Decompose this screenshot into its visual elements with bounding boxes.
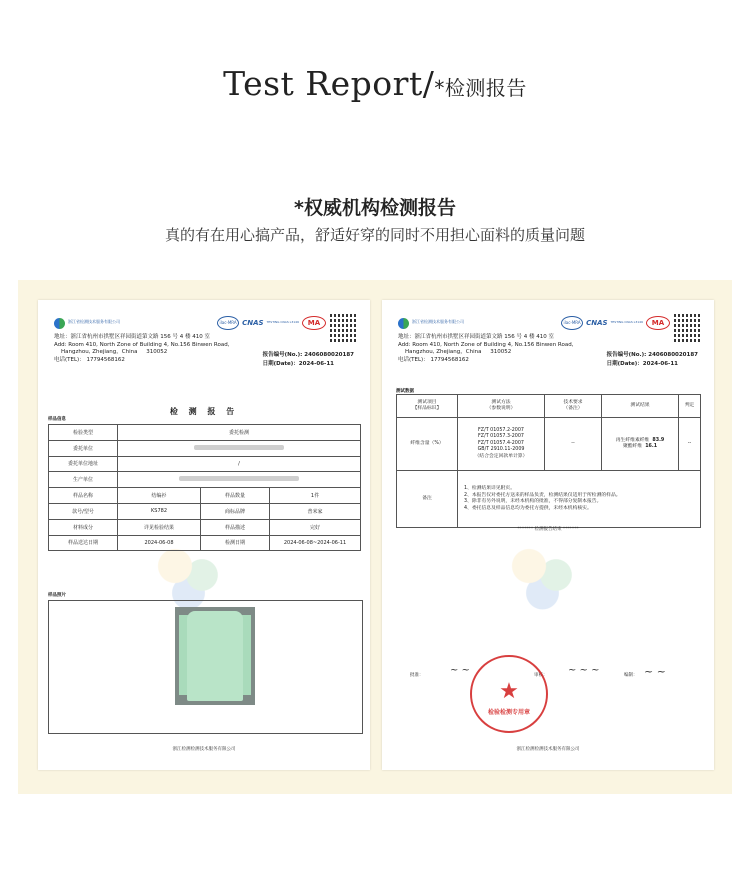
cell-redacted <box>118 440 361 456</box>
page-footer: 浙江检测检测技术服务有限公司 <box>172 747 236 752</box>
table-row <box>49 472 361 488</box>
col-header: 测试项目 【样品标识】 <box>397 395 458 418</box>
cell-key: 委托单位 <box>49 440 118 456</box>
qr-code-icon <box>330 314 358 342</box>
approve-label: 批准： <box>410 673 424 678</box>
cnas-sub: TESTING CNAS L3146 <box>266 320 299 325</box>
seal-text: 检验检测专用章 <box>487 709 530 716</box>
cell-value: 普米家 <box>270 503 361 519</box>
cell-key: 材料成分 <box>49 519 118 535</box>
headline: *权威机构检测报告 <box>294 197 456 219</box>
test-results: 再生纤维素纤维 83.9 聚酯纤维 16.1 <box>602 418 679 471</box>
cell-key: 款号/型号 <box>49 503 118 519</box>
reviewer-signature: ~ ~ ~ <box>568 665 600 676</box>
sample-photo <box>175 607 255 705</box>
ma-mark-icon: MA <box>646 316 670 330</box>
lab-logo-icon <box>54 318 65 329</box>
page-footer: 浙江检测检测技术服务有限公司 <box>516 747 580 752</box>
lab-address <box>398 334 573 364</box>
seal-star-icon: ★ <box>499 679 519 704</box>
address-zip: 310052 <box>490 349 512 355</box>
cell-key: 委托单位地址 <box>49 456 118 472</box>
cell-value: 详见检验结果 <box>118 519 201 535</box>
address-cn: 地址：浙江省杭州市拱墅区祥园街道第文路 156 号 4 楼 410 室 <box>398 334 554 340</box>
cell-value: 结编衫 <box>118 488 201 504</box>
report-header <box>50 314 360 386</box>
report-number: 报告编号(No.): 2406080020187 <box>262 352 354 358</box>
table-row <box>49 456 361 472</box>
table-row <box>49 425 361 441</box>
cell-value: 完好 <box>270 519 361 535</box>
report-panel <box>18 280 732 794</box>
cell-value: / <box>118 456 361 472</box>
test-data-table <box>396 394 701 528</box>
cell-key: 生产单位 <box>49 472 118 488</box>
preparer-signature: ~ ~ <box>644 665 666 678</box>
cell-redacted <box>118 472 361 488</box>
address-en-2 <box>54 349 229 357</box>
table-row <box>49 535 361 551</box>
report-info <box>263 351 354 369</box>
section-test-data: 测试数据 <box>396 389 414 394</box>
cell-key: 商标品牌 <box>201 503 270 519</box>
report-page-1 <box>38 300 370 770</box>
sample-info-table <box>48 424 361 551</box>
address-en-2 <box>398 349 573 357</box>
table-row <box>49 503 361 519</box>
lab-name: 浙江省检测技术服务有限公司 <box>412 319 464 324</box>
cell-key: 样品名称 <box>49 488 118 504</box>
review-label: 审核： <box>534 673 548 678</box>
subline: 真的有在用心搞产品，舒适好穿的同时不用担心面料的质量问题 <box>164 226 585 244</box>
cnas-mark-icon: CNAS <box>242 319 264 327</box>
table-row <box>397 418 701 471</box>
ma-mark-icon: MA <box>302 316 326 330</box>
page-title <box>0 64 750 103</box>
address-cn: 地址：浙江省杭州市拱墅区祥园街道第文路 156 号 4 楼 410 室 <box>54 334 210 340</box>
lab-logo-icon <box>398 318 409 329</box>
address-en-1: Add: Room 410, North Zone of Building 4, No.156 Binwen Road, <box>398 341 574 348</box>
test-methods: FZ/T 01057.2-2007 FZ/T 01057.3-2007 FZ/T 01057.4-2007 GB/T 2910.11-2009 （结合会定回款单计算） <box>458 418 545 471</box>
section-sample-photo: 样品照片 <box>48 593 66 598</box>
lab-tel: 电话(TEL)： 17794568162 <box>398 356 469 363</box>
accreditation-marks <box>217 316 326 330</box>
cnas-mark-icon: CNAS <box>586 319 608 327</box>
table-header-row <box>397 395 701 418</box>
table-row <box>49 488 361 504</box>
prepare-label: 编制： <box>624 673 638 678</box>
cell-key: 样品送达日期 <box>49 535 118 551</box>
ilac-mark-icon: ilac-MRA <box>561 316 583 330</box>
report-date: 日期(Date)：2024-06-11 <box>262 361 334 367</box>
cell-value: 2024-06-08 <box>118 535 201 551</box>
cell-value: 2024-06-08~2024-06-11 <box>270 535 361 551</box>
table-row <box>49 440 361 456</box>
report-info <box>607 351 698 369</box>
address-city: Hangzhou, Zhejiang，China <box>405 349 482 355</box>
ilac-mark-icon: ilac-MRA <box>217 316 239 330</box>
test-item: 纤维含量（%） <box>397 418 458 471</box>
lab-tel: 电话(TEL)： 17794568162 <box>54 356 125 363</box>
lab-name: 浙江省检测技术服务有限公司 <box>68 319 120 324</box>
col-header: 测试结果 <box>602 395 679 418</box>
table-row <box>49 519 361 535</box>
cell-value: KS782 <box>118 503 201 519</box>
address-zip: 310052 <box>146 349 168 355</box>
qr-code-icon <box>674 314 702 342</box>
sweater-image <box>187 611 243 701</box>
cell-key: 样品描述 <box>201 519 270 535</box>
report-page-2 <box>382 300 714 770</box>
col-header: 判定 <box>679 395 701 418</box>
notes-content: 1、检测结果详见附页。 2、本报告仅对委托方送来的样品负责，检测结果仅适用于所检测的样品。 3、除非有另外说明，未经本机构的批准，不得部分复制本报告。 4、委托信息及样品信息均为委托方提供，未经本机构核实。 <box>458 471 701 528</box>
cell-value: 委托检测 <box>118 425 361 441</box>
col-header: 技术要求 （备注） <box>545 395 602 418</box>
address-city: Hangzhou, Zhejiang，China <box>61 349 138 355</box>
section-sample-info: 样品信息 <box>48 417 66 422</box>
address-en-1: Add: Room 410, North Zone of Building 4, No.156 Binwen Road, <box>54 341 230 348</box>
title-english: Test Report <box>223 64 423 103</box>
test-requirement: -- <box>545 418 602 471</box>
title-separator: / <box>422 64 435 103</box>
cell-key: 检验类型 <box>49 425 118 441</box>
cnas-sub: TESTING CNAS L3146 <box>610 320 643 325</box>
report-number: 报告编号(No.): 2406080020187 <box>606 352 698 358</box>
lab-watermark <box>502 530 592 620</box>
report-header <box>394 314 704 386</box>
official-seal <box>470 655 548 733</box>
col-header: 测试方法 （参数说明） <box>458 395 545 418</box>
test-judgement: -- <box>679 418 701 471</box>
title-chinese: *检测报告 <box>434 76 527 100</box>
accreditation-marks <box>561 316 670 330</box>
table-row <box>397 471 701 528</box>
report-title: 检 测 报 告 <box>169 407 239 416</box>
report-end-line: ******* 检测报告结束 ******* <box>517 527 579 532</box>
cell-value: 1件 <box>270 488 361 504</box>
notes-label: 备注 <box>397 471 458 528</box>
cell-key: 样品数量 <box>201 488 270 504</box>
sample-photo-box <box>48 600 363 734</box>
cell-key: 检测日期 <box>201 535 270 551</box>
lab-address <box>54 334 229 364</box>
report-date: 日期(Date)：2024-06-11 <box>606 361 678 367</box>
approver-signature: ~ ~ <box>450 665 470 676</box>
